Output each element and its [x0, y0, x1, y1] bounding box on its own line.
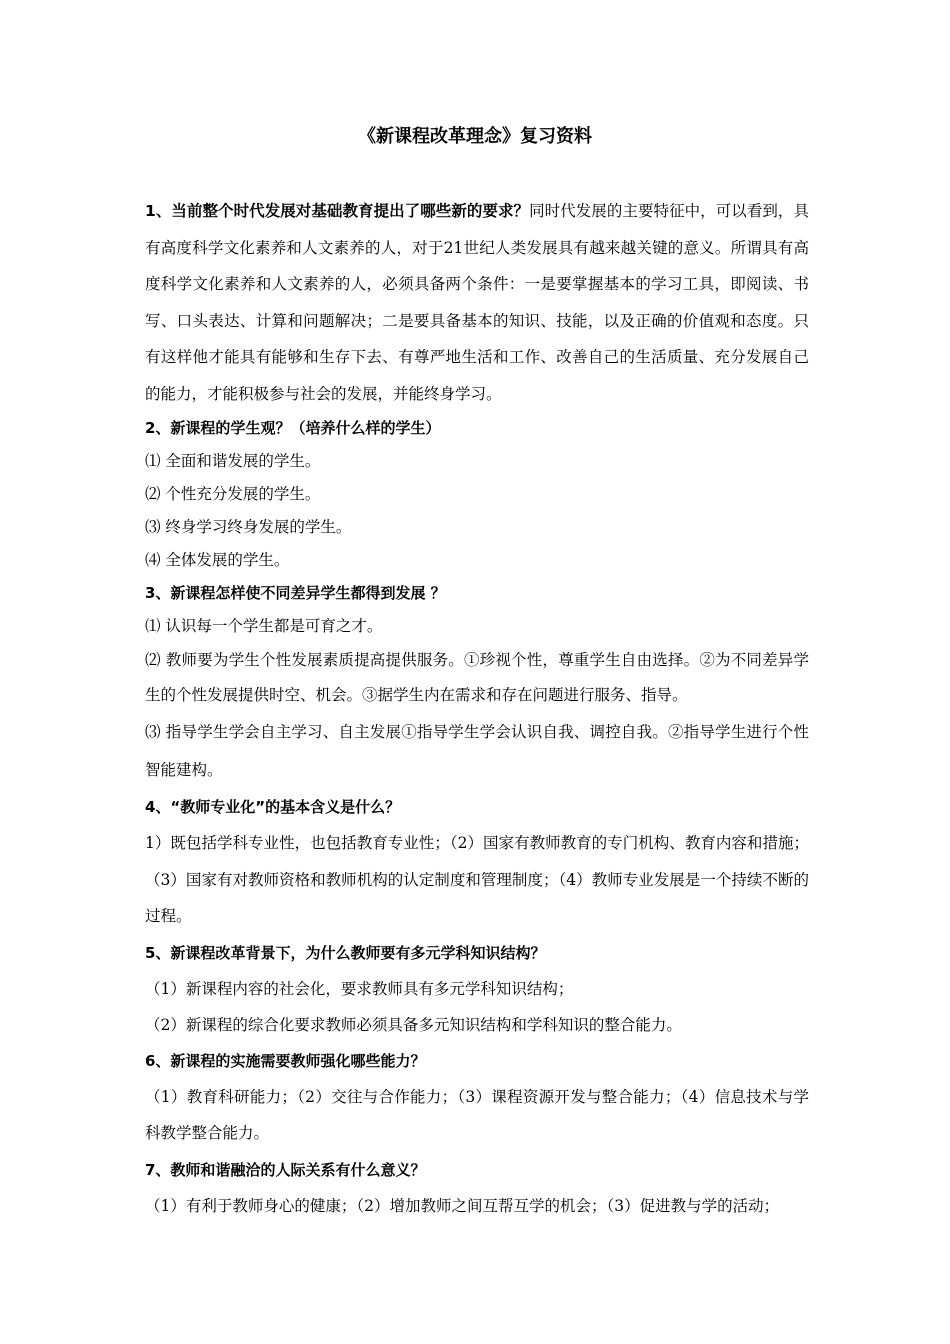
section-2-item: ⑷ 全体发展的学生。 [145, 551, 290, 569]
section-2-item: ⑵ 个性充分发展的学生。 [145, 485, 321, 503]
section-5-item: （2）新课程的综合化要求教师必须具备多元知识结构和学科知识的整合能力。 [145, 1015, 682, 1034]
section-3-item: ⑶ 指导学生学会自主学习、自主发展①指导学生学会认识自我、调控自我。②指导学生进行个性智能建构。 [145, 723, 809, 779]
section-5-question: 5、新课程改革背景下，为什么教师要有多元学科知识结构？ [145, 943, 546, 962]
section-1 [145, 193, 809, 412]
document-title: 《新课程改革理念》复习资料 [358, 126, 592, 147]
section-2-question: 2、新课程的学生观？（培养什么样的学生） [145, 419, 441, 437]
section-3-item: ⑵ 教师要为学生个性发展素质提高提供服务。①珍视个性，尊重学生自由选择。②为不同差异学生的个性发展提供时空、机会。③据学生内在需求和存在问题进行服务、指导。 [145, 651, 809, 704]
section-4-answer: 1）既包括学科专业性，也包括教育专业性；（2）国家有教师教育的专门机构、教育内容和措施；（3）国家有对教师资格和教师机构的认定制度和管理制度；（4）教师专业发展是一个持续不断的过程。 [145, 834, 809, 925]
section-7-question: 7、教师和谐融洽的人际关系有什么意义？ [145, 1160, 426, 1179]
section-5-item: （1）新课程内容的社会化，要求教师具有多元学科知识结构； [145, 979, 574, 998]
section-1-question: 1、当前整个时代发展对基础教育提出了哪些新的要求？ [145, 202, 530, 220]
section-3-item: ⑴ 认识每一个学生都是可育之才。 [145, 617, 383, 635]
section-7-answer: （1）有利于教师身心的健康；（2）增加教师之间互帮互学的机会；（3）促进教与学的活动； [145, 1196, 780, 1215]
section-6-question: 6、新课程的实施需要教师强化哪些能力？ [145, 1051, 426, 1070]
document-body [145, 193, 809, 1224]
section-4-question: 4、“教师专业化”的基本含义是什么？ [145, 798, 401, 816]
section-6-answer: （1）教育科研能力；（2）交往与合作能力；（3）课程资源开发与整合能力；（4）信息技术与学科教学整合能力。 [145, 1087, 809, 1142]
section-2-item: ⑴ 全面和谐发展的学生。 [145, 452, 321, 470]
section-3-question: 3、新课程怎样使不同差异学生都得到发展 ？ [145, 584, 446, 602]
section-1-answer: 同时代发展的主要特征中，可以看到，具有高度科学文化素养和人文素养的人，对于21世纪人类发展具有越来越关键的意义。所谓具有高度科学文化素养和人文素养的人，必须具备两个条件：一是要掌握基本的学习工具，即阅读、书写、口头表达、计算和问题解决；二是要具备基本的知识、技能，以及正确的价值观和态度。只有这样他才能具有能够和生存下去、有尊严地生活和工作、改善自己的生活质量、充分发展自己的能力，才能积极参与社会的发展，并能终身学习。 [145, 202, 809, 403]
section-2-item: ⑶ 终身学习终身发展的学生。 [145, 518, 352, 536]
